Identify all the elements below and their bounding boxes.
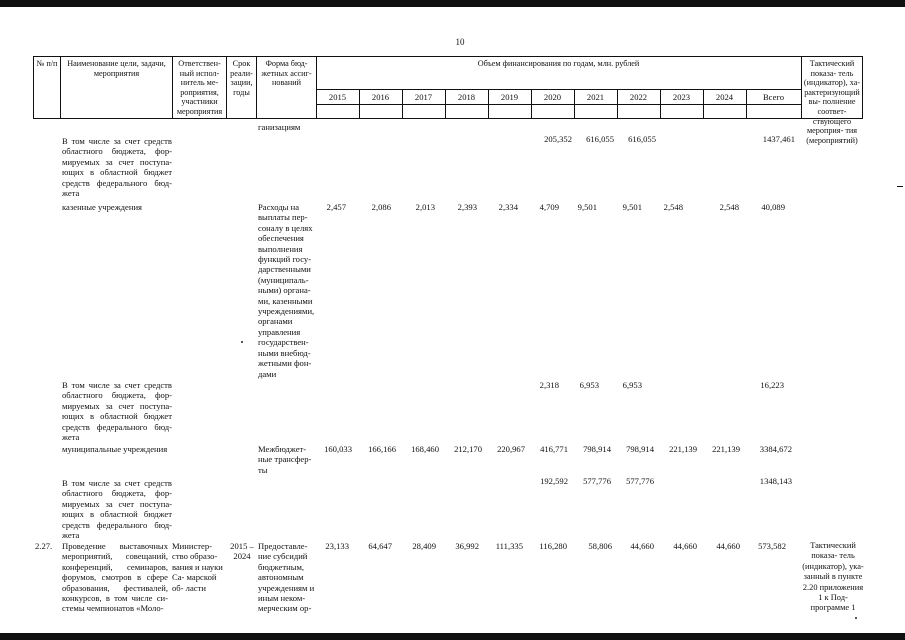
top-border-bar [0,0,905,7]
row-value: 205,352 [544,134,572,144]
row-value: 116,280 [539,541,567,551]
row-value: 2,013 [415,202,435,212]
header-year: 2015 [328,92,347,102]
row-value: 2,086 [371,202,391,212]
header-col-name: Наименование цели, задачи, мероприятия [67,59,166,78]
row-value: 44,660 [630,541,654,551]
row-number: 2.27. [35,541,53,551]
row-value: 212,170 [454,444,482,454]
row-value: 220,967 [497,444,525,454]
row-value-total: 1348,143 [759,476,792,486]
row-value: 9,501 [622,202,642,212]
header-year: 2022 [629,92,648,102]
row-value: 58,806 [588,541,612,551]
row-form: Расходы на выплаты пер- соналу в целях обеспечения выполнения функций госу- дарственными (муниципаль- ными) органа- ми, казенными учреждениями, органами управления государствен- ными внебюд- жетными фон- дами [258,202,315,379]
row-value: 166,166 [368,444,396,454]
margin-tick [897,186,903,187]
row-form: Предоставле- ние субсидий бюджетным, автономным учреждениям и иным неком- мерческим ор- [258,541,315,614]
header-year: 2017 [414,92,433,102]
row-value: 221,139 [712,444,740,454]
header-year: 2021 [586,92,605,102]
row-value: 4,709 [539,202,559,212]
row-value: 798,914 [583,444,611,454]
scan-mark [855,617,857,619]
row-value: 2,393 [457,202,477,212]
row-value: 616,055 [586,134,614,144]
header-year: 2019 [500,92,519,102]
row-value: 28,409 [412,541,436,551]
header-year: 2023 [672,92,691,102]
row-value: 2,334 [498,202,518,212]
row-term: 2015 – 2024 [230,541,254,562]
header-year: 2024 [715,92,734,102]
row-value-total: 16,223 [760,380,784,390]
row-indicator: Тактический показа- тель (индикатор), ука- занный в пункте 2.20 приложения 1 к Под- программе 1 [802,541,864,613]
header-col-term: Срок реали- зации, годы [230,59,253,97]
row-value-total: 1437,461 [762,134,795,144]
row-name: муниципальные учреждения [62,444,168,454]
row-value: 2,548 [663,202,683,212]
row-value: 160,033 [324,444,352,454]
header-col-funding: Объем финансирования по годам, млн. рублей [477,59,640,68]
row-value: 2,548 [719,202,739,212]
row-value: 6,953 [579,380,599,390]
header-col-no: № п/п [36,59,58,68]
row-value: 192,592 [540,476,568,486]
row-responsible: Министер- ство образо- вания и науки Са- марской об- ласти [172,541,223,593]
row-value: 221,139 [669,444,697,454]
row-value-total: 40,089 [761,202,785,212]
row-value: 577,776 [583,476,611,486]
row-value: 23,133 [325,541,349,551]
row-value: 36,992 [455,541,479,551]
row-value: 2,457 [326,202,346,212]
row-name: Проведение выставочных мероприятий, совещаний, конференций, семинаров, форумов, смотров в сфере образования, фестивалей, конкурсов, в том числе си- стемы чемпионатов «Моло- [62,541,168,614]
row-form: ганизациям [258,122,301,132]
row-value: 111,335 [495,541,523,551]
row-name: казенные учреждения [62,202,143,212]
row-form: Межбюджет- ные трансфер- ты [258,444,312,475]
header-col-responsible: Ответствен- ный испол- нитель ме- роприятия, участники мероприятия [176,59,223,116]
row-value: 577,776 [626,476,654,486]
page-number: 10 [455,37,465,47]
row-name: В том числе за счет средств областного бюджета, фор- мируемых за счет поступа- ющих в областной бюджет средств федерального бюд- жета [62,478,172,541]
row-name: В том числе за счет средств областного бюджета, фор- мируемых за счет поступа- ющих в областной бюджет средств федерального бюд- жета [62,380,172,443]
row-value: 44,660 [673,541,697,551]
row-value: 2,318 [539,380,559,390]
header-col-indicator: Тактический показа- тель (индикатор), ха- рактеризующий вы- полнение соответ- ствующего мероприя- тия (мероприятий) [803,59,861,145]
header-year: 2018 [457,92,476,102]
row-value: 9,501 [577,202,597,212]
header-year: 2020 [543,92,562,102]
row-value-total: 573,582 [758,541,786,551]
header-year: 2016 [371,92,390,102]
scan-mark [241,341,243,343]
bottom-border-bar [0,633,905,640]
row-value-total: 3384,672 [759,444,792,454]
row-name: В том числе за счет средств областного бюджета, фор- мируемых за счет поступа- ющих в областной бюджет средств федерального бюд- жета [62,136,172,199]
row-value: 616,055 [628,134,656,144]
row-value: 6,953 [622,380,642,390]
header-year-total: Всего [762,92,785,102]
row-value: 44,660 [716,541,740,551]
row-value: 416,771 [540,444,568,454]
row-value: 64,647 [368,541,392,551]
row-value: 798,914 [626,444,654,454]
row-value: 168,460 [411,444,439,454]
header-col-form: Форма бюд- жетных ассиг- нований [261,59,312,88]
